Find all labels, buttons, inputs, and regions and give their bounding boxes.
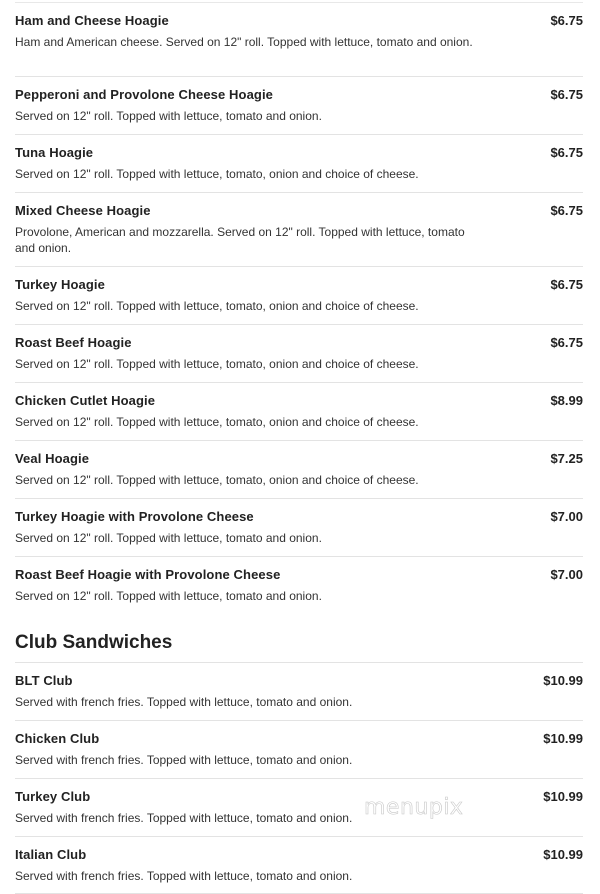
item-price: $10.99 [543, 673, 583, 688]
menu-item[interactable] [15, 778, 583, 836]
item-name: Roast Beef Hoagie with Provolone Cheese [15, 567, 281, 582]
item-price: $10.99 [543, 847, 583, 862]
menu-item[interactable] [15, 76, 583, 134]
item-name: Tuna Hoagie [15, 145, 94, 160]
menu-list [15, 2, 583, 894]
item-price: $7.00 [550, 567, 583, 582]
item-price: $6.75 [550, 87, 583, 102]
item-description: Served on 12" roll. Topped with lettuce, tomato, onion and choice of cheese. [15, 473, 419, 487]
item-price: $6.75 [550, 277, 583, 292]
item-name: Roast Beef Hoagie [15, 335, 132, 350]
item-name: BLT Club [15, 673, 73, 688]
item-price: $6.75 [550, 335, 583, 350]
item-description: Served on 12" roll. Topped with lettuce, tomato, onion and choice of cheese. [15, 415, 419, 429]
item-price: $10.99 [543, 789, 583, 804]
menu-item[interactable] [15, 382, 583, 440]
item-description: Served on 12" roll. Topped with lettuce, tomato and onion. [15, 531, 322, 545]
item-price: $6.75 [550, 203, 583, 218]
item-name: Veal Hoagie [15, 451, 90, 466]
item-description: Served on 12" roll. Topped with lettuce, tomato, onion and choice of cheese. [15, 299, 419, 313]
menu-item[interactable] [15, 192, 583, 266]
menu-item[interactable] [15, 266, 583, 324]
item-description: Served with french fries. Topped with lettuce, tomato and onion. [15, 869, 353, 883]
section-title: Club Sandwiches [15, 632, 173, 653]
item-description: Served on 12" roll. Topped with lettuce, tomato and onion. [15, 589, 322, 603]
menu-item[interactable] [15, 440, 583, 498]
item-name: Chicken Cutlet Hoagie [15, 393, 156, 408]
menu-item[interactable] [15, 498, 583, 556]
menu-item[interactable] [15, 324, 583, 382]
item-description: Ham and American cheese. Served on 12" roll. Topped with lettuce, tomato and onion. [15, 35, 473, 49]
item-price: $6.75 [550, 13, 583, 28]
item-description: Served with french fries. Topped with lettuce, tomato and onion. [15, 811, 353, 825]
menu-item[interactable] [15, 134, 583, 192]
item-description: Served with french fries. Topped with lettuce, tomato and onion. [15, 753, 353, 767]
watermark-logo: menupix [364, 795, 464, 820]
item-price: $8.99 [550, 393, 583, 408]
item-price: $7.00 [550, 509, 583, 524]
item-name: Mixed Cheese Hoagie [15, 203, 151, 218]
menu-item[interactable] [15, 720, 583, 778]
item-price: $10.99 [543, 731, 583, 746]
item-description: Served on 12" roll. Topped with lettuce, tomato and onion. [15, 109, 322, 123]
item-name: Turkey Club [15, 789, 91, 804]
item-description: Served on 12" roll. Topped with lettuce, tomato, onion and choice of cheese. [15, 357, 419, 371]
menu-item[interactable] [15, 556, 583, 614]
item-price: $7.25 [550, 451, 583, 466]
menu-item[interactable] [15, 662, 583, 720]
item-description: Served with french fries. Topped with lettuce, tomato and onion. [15, 695, 353, 709]
item-description: Provolone, American and mozzarella. Served on 12" roll. Topped with lettuce, tomato and onion. [15, 225, 465, 255]
item-description: Served on 12" roll. Topped with lettuce, tomato, onion and choice of cheese. [15, 167, 419, 181]
item-name: Turkey Hoagie [15, 277, 105, 292]
item-name: Italian Club [15, 847, 87, 862]
item-name: Turkey Hoagie with Provolone Cheese [15, 509, 254, 524]
item-name: Chicken Club [15, 731, 100, 746]
menu-item[interactable] [15, 2, 583, 76]
item-price: $6.75 [550, 145, 583, 160]
item-name: Ham and Cheese Hoagie [15, 13, 169, 28]
item-name: Pepperoni and Provolone Cheese Hoagie [15, 87, 273, 102]
menu-item[interactable] [15, 836, 583, 894]
